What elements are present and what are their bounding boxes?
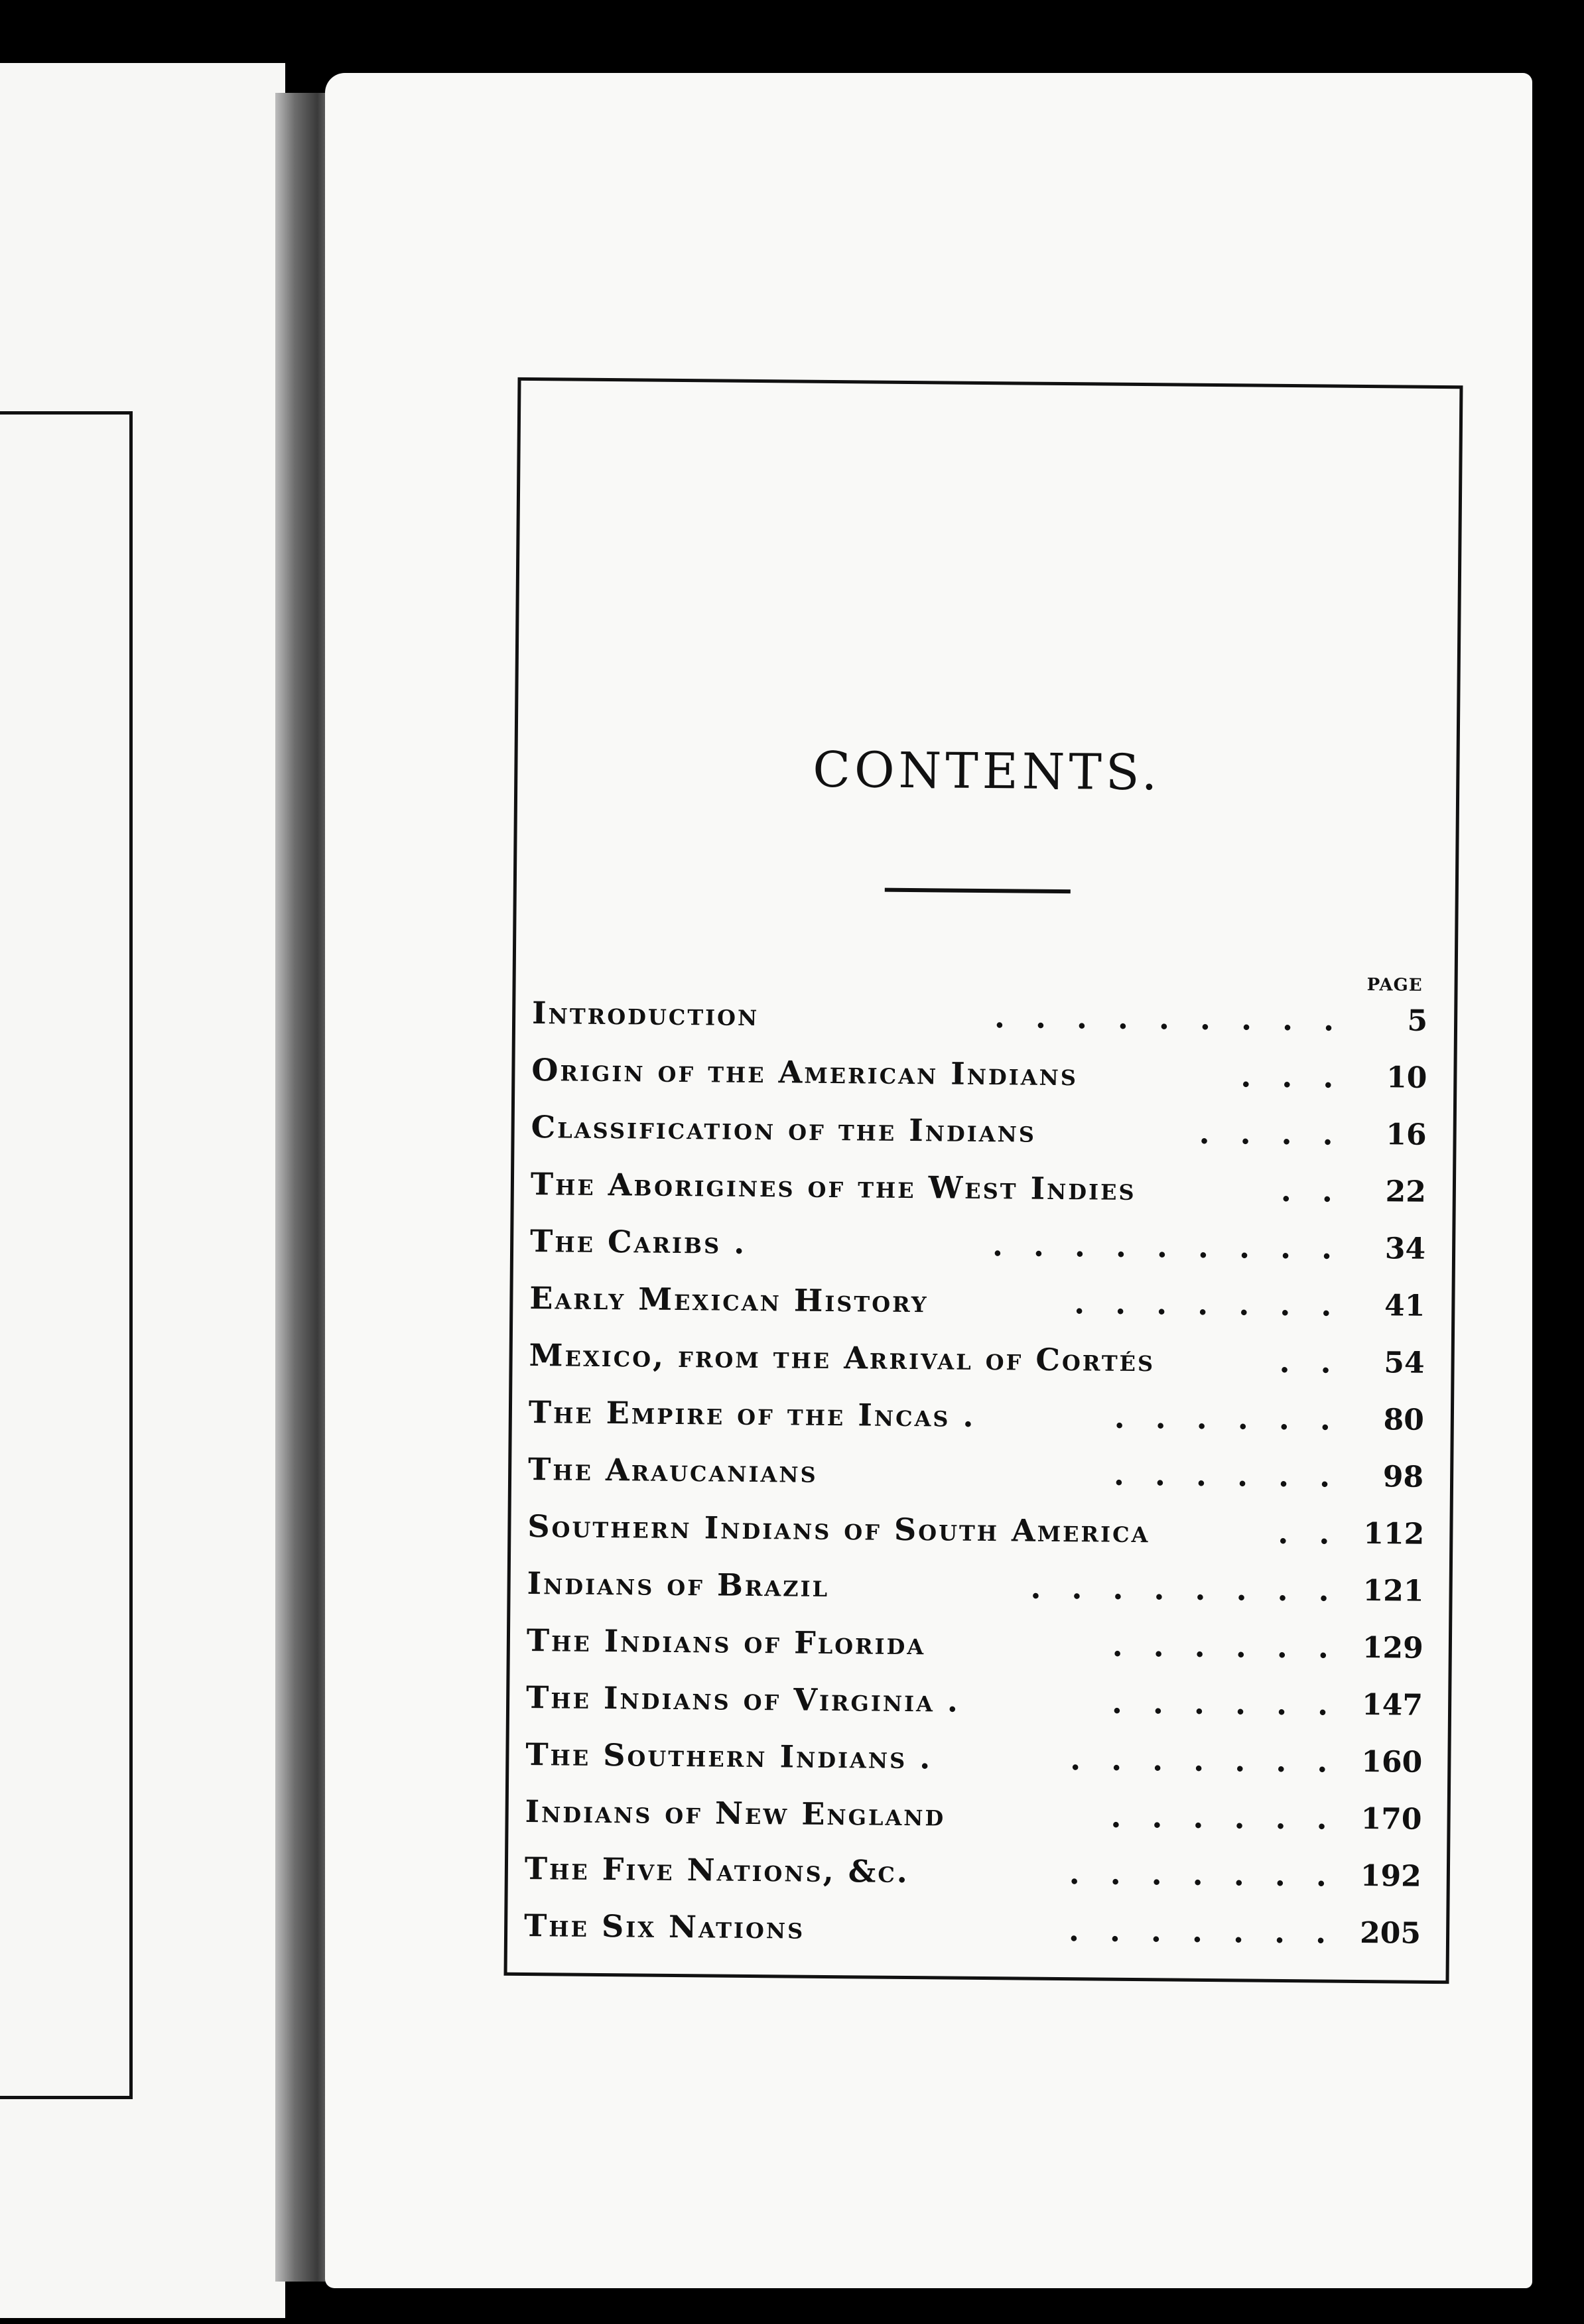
toc-entry <box>509 1726 1448 1791</box>
dot-leader: ........ <box>1030 1569 1360 1608</box>
toc-entry-page: 121 <box>1362 1573 1424 1608</box>
dot-leader: ...... <box>1111 1684 1359 1722</box>
toc-entry <box>513 1212 1453 1277</box>
toc-entry-page: 16 <box>1386 1117 1427 1152</box>
dot-leader: ....... <box>1074 1285 1362 1323</box>
toc-entry <box>510 1612 1449 1677</box>
toc-entry-title: Mexico, from the Arrival of Cortés <box>529 1337 1155 1379</box>
toc-entry-title: The Six Nations <box>523 1907 805 1946</box>
toc-entry-page: 41 <box>1384 1288 1425 1323</box>
toc-entry-title: The Indians of Florida <box>526 1622 926 1662</box>
toc-entry-page: 160 <box>1361 1744 1423 1779</box>
dot-leader: .. <box>1280 1172 1364 1209</box>
toc-entry <box>508 1840 1447 1905</box>
toc-entry-title: Classification of the Indians <box>531 1109 1037 1149</box>
toc-entry <box>512 1384 1451 1449</box>
toc-entry-page: 5 <box>1407 1003 1428 1038</box>
dot-leader: .... <box>1199 1114 1364 1152</box>
contents-heading: CONTENTS. <box>812 741 1161 802</box>
dot-leader: ....... <box>1069 1855 1358 1894</box>
toc-entry-page: 22 <box>1385 1174 1427 1209</box>
dot-leader: ....... <box>1068 1912 1357 1951</box>
left-facing-page <box>0 63 285 2318</box>
toc-entry-page: 54 <box>1384 1345 1425 1380</box>
toc-entry-title: Early Mexican History <box>529 1280 929 1320</box>
toc-entry <box>515 1041 1454 1106</box>
toc-entry-page: 34 <box>1384 1231 1426 1266</box>
dot-leader: ... <box>1240 1058 1364 1096</box>
toc-entry-title: The Araucanians <box>527 1451 818 1490</box>
toc-entry-page: 170 <box>1360 1801 1422 1837</box>
heading-rule <box>885 888 1071 893</box>
dot-leader: .. <box>1279 1343 1362 1380</box>
toc-entry-page: 10 <box>1386 1060 1427 1095</box>
toc-entry-page: 80 <box>1383 1402 1425 1437</box>
toc-entry-page: 192 <box>1360 1858 1421 1894</box>
toc-entry-title: The Southern Indians . <box>525 1736 933 1776</box>
page-column-label: PAGE <box>1366 975 1423 996</box>
dot-leader: ...... <box>1110 1798 1358 1837</box>
toc-entry <box>508 1783 1447 1848</box>
toc-entry-page: 98 <box>1382 1459 1424 1494</box>
dot-leader: ...... <box>1113 1456 1361 1494</box>
toc-entry-title: The Aborigines of the West Indies <box>530 1166 1136 1208</box>
toc-entry-title: Indians of New England <box>525 1793 946 1833</box>
toc-entry-title: Southern Indians of South America <box>527 1508 1150 1550</box>
dot-leader: ......... <box>992 1227 1363 1266</box>
toc-entry-title: The Empire of the Incas . <box>528 1394 976 1434</box>
toc-entry <box>509 1669 1449 1734</box>
toc-entry <box>514 1098 1453 1163</box>
toc-entry <box>512 1326 1451 1391</box>
toc-entry <box>510 1555 1449 1620</box>
contents-border-frame <box>504 377 1463 1984</box>
toc-entry <box>514 1155 1453 1220</box>
dot-leader: ......... <box>994 999 1365 1039</box>
toc-entry-title: The Caribs . <box>529 1223 747 1261</box>
left-page-border-frame <box>0 411 133 2099</box>
toc-entry-page: 205 <box>1359 1915 1421 1951</box>
toc-entry <box>507 1897 1447 1962</box>
contents-list <box>507 984 1455 1962</box>
toc-entry-page: 129 <box>1362 1630 1423 1665</box>
toc-entry-title: Introduction <box>531 995 759 1033</box>
toc-entry-page: 147 <box>1361 1687 1423 1722</box>
dot-leader: .. <box>1278 1514 1360 1551</box>
toc-entry <box>515 984 1455 1049</box>
dot-leader: ...... <box>1112 1627 1360 1665</box>
toc-entry-title: Origin of the American Indians <box>531 1052 1079 1093</box>
toc-entry-title: The Indians of Virginia . <box>525 1679 960 1719</box>
toc-entry <box>511 1498 1450 1563</box>
toc-entry <box>511 1441 1451 1506</box>
toc-entry <box>513 1269 1452 1334</box>
toc-entry-title: Indians of Brazil <box>527 1565 830 1604</box>
toc-entry-page: 112 <box>1363 1516 1425 1551</box>
dot-leader: ...... <box>1114 1399 1362 1437</box>
dot-leader: ....... <box>1070 1741 1358 1779</box>
toc-entry-title: The Five Nations, &c. <box>524 1850 910 1890</box>
